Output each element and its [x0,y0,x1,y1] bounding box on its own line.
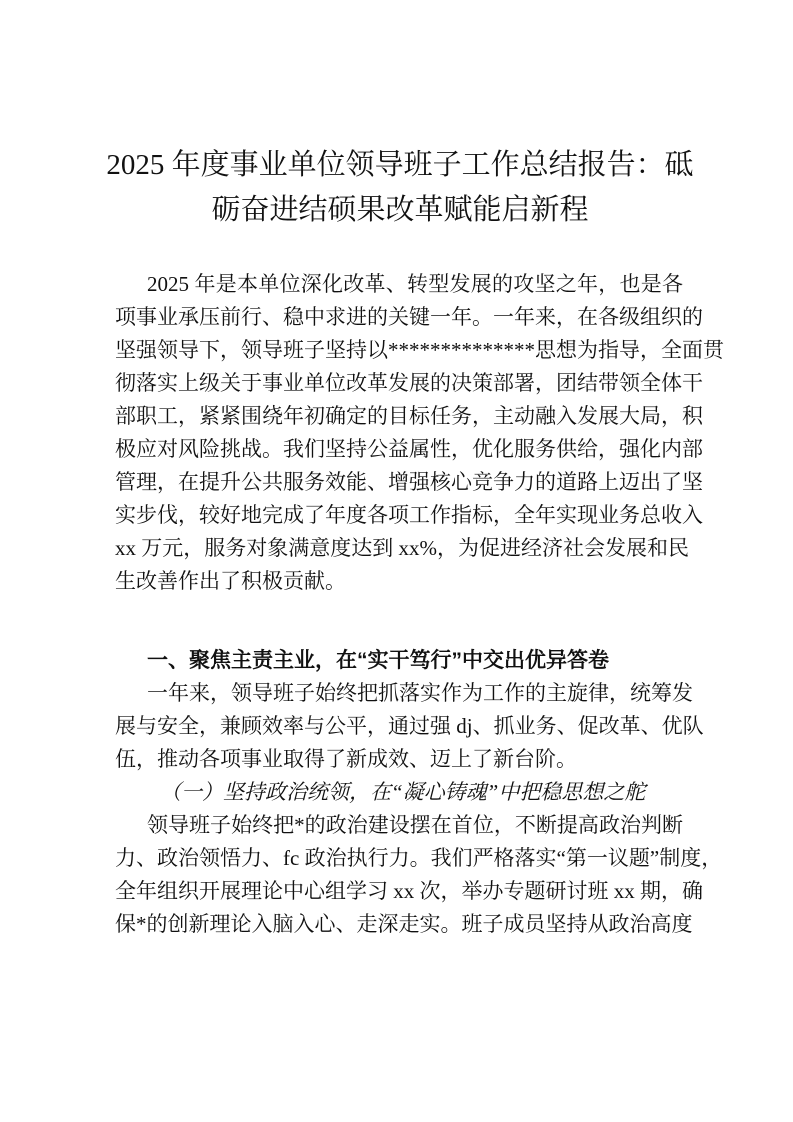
text-line: 极应对风险挑战。我们坚持公益属性，优化服务供给，强化内部 [115,437,703,461]
text-line: 力、政治领悟力、fc 政治执行力。我们严格落实“第一议题”制度， [115,846,723,870]
subsection-1-heading: （一）坚持政治统领，在“凝心铸魂”中把稳思想之舵 [160,780,646,804]
text-line: 保*的创新理论入脑入心、走深走实。班子成员坚持从政治高度 [115,912,693,936]
text-line: 2025 年是本单位深化改革、转型发展的攻坚之年，也是各 [147,272,683,296]
text-line: 生改善作出了积极贡献。 [115,569,346,593]
text-line: 实步伐，较好地完成了年度各项工作指标，全年实现业务总收入 [115,503,703,527]
text-line: 项事业承压前行、稳中求进的关键一年。一年来，在各级组织的 [115,305,703,329]
text-line: 领导班子始终把*的政治建设摆在首位，不断提高政治判断 [147,813,683,837]
text-line: 管理，在提升公共服务效能、增强核心竞争力的道路上迈出了坚 [115,470,703,494]
text-line: 坚强领导下，领导班子坚持以**************思想为指导，全面贯 [115,338,724,362]
document-title-line-1: 2025 年度事业单位领导班子工作总结报告：砥 [106,149,694,181]
section-1-heading: 一、聚焦主责主业，在“实干笃行”中交出优异答卷 [147,649,609,672]
text-line: xx 万元，服务对象满意度达到 xx%，为促进经济社会发展和民 [115,536,689,560]
text-line: 伍，推动各项事业取得了新成效、迈上了新台阶。 [115,747,577,771]
text-line: 彻落实上级关于事业单位改革发展的决策部署，团结带领全体干 [115,371,703,395]
text-line: 展与安全，兼顾效率与公平，通过强 dj、抓业务、促改革、优队 [115,714,704,738]
text-line: 部职工，紧紧围绕年初确定的目标任务，主动融入发展大局，积 [115,404,703,428]
text-line: 全年组织开展理论中心组学习 xx 次，举办专题研讨班 xx 期，确 [115,879,703,903]
text-line: 一年来，领导班子始终把抓落实作为工作的主旋律，统筹发 [147,681,693,705]
document-title-line-2: 砺奋进结硕果改革赋能启新程 [211,194,589,226]
